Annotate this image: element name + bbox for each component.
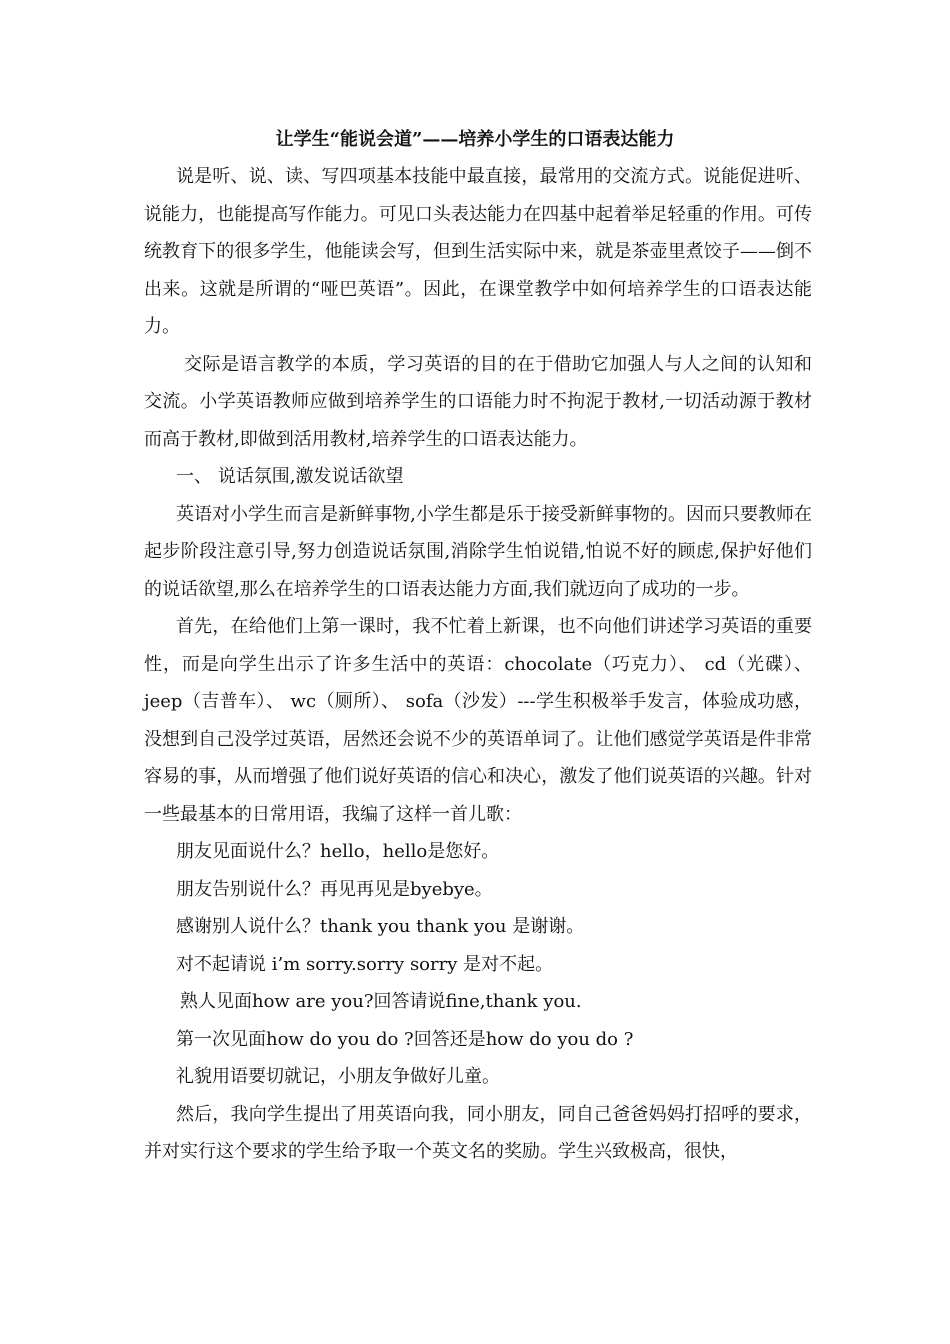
rhyme-line-2: 朋友告别说什么？再见再见是byebye。 [176, 878, 493, 900]
paragraph-communication: 交际是语言教学的本质，学习英语的目的在于借助它加强人与人之间的认知和交流。小学英语教师应做到培养学生的口语能力时不拘泥于教材,一切活动源于教材而高于教材,即做到活用教材,培养学生的口语表达能力。 [144, 353, 812, 450]
rhyme-line-1: 朋友见面说什么？hello，hello是您好。 [176, 841, 500, 862]
paragraph-greeting-task: 然后，我向学生提出了用英语向我，同小朋友，同自己爸爸妈妈打招呼的要求，并对实行这个要求的学生给予取一个英文名的奖励。学生兴致极高，很快， [144, 1103, 812, 1162]
paragraph-intro: 说是听、说、读、写四项基本技能中最直接，最常用的交流方式。说能促进听、说能力，也能提高写作能力。可见口头表达能力在四基中起着举足轻重的作用。可传统教育下的很多学生，他能读会写，但到生活实际中来，就是茶壶里煮饺子——倒不出来。这就是所谓的“哑巴英语”。因此，在课堂教学中如何培养学生的口语表达能力。 [144, 166, 812, 337]
rhyme-line-7: 礼貌用语要切就记，小朋友争做好儿童。 [176, 1066, 500, 1087]
paragraph-novelty: 英语对小学生而言是新鲜事物,小学生都是乐于接受新鲜事物的。因而只要教师在起步阶段注意引导,努力创造说话氛围,消除学生怕说错,怕说不好的顾虑,保护好他们的说话欲望,那么在培养学生的口语表达能力方面,我们就迈向了成功的一步。 [144, 503, 812, 600]
rhyme-line-3: 感谢别人说什么？thank you thank you 是谢谢。 [176, 916, 585, 937]
rhyme-line-5: 熟人见面how are you?回答请说fine,thank you. [180, 991, 582, 1012]
document-body [144, 158, 812, 1171]
section-heading-1: 一、 说话氛围,激发说话欲望 [176, 466, 404, 487]
document-title: 让学生“能说会道”——培养小学生的口语表达能力 [275, 129, 675, 150]
paragraph-first-lesson: 首先，在给他们上第一课时，我不忙着上新课，也不向他们讲述学习英语的重要性，而是向学生出示了许多生活中的英语：chocolate（巧克力）、 cd（光碟）、 jeep（吉普车）、 wc（厕所）、 sofa（沙发）---学生积极举手发言，体验成功感，没想到自己没学过英语，居然还会说不少的英语单词了。让他们感觉学英语是件非常容易的事，从而增强了他们说好英语的信心和决心，激发了他们说英语的兴趣。针对一些最基本的日常用语，我编了这样一首儿歌： [144, 616, 812, 825]
rhyme-line-6: 第一次见面how do you do ?回答还是how do you do ? [176, 1028, 634, 1050]
rhyme-line-4: 对不起请说 i’m sorry.sorry sorry 是对不起。 [176, 953, 554, 975]
